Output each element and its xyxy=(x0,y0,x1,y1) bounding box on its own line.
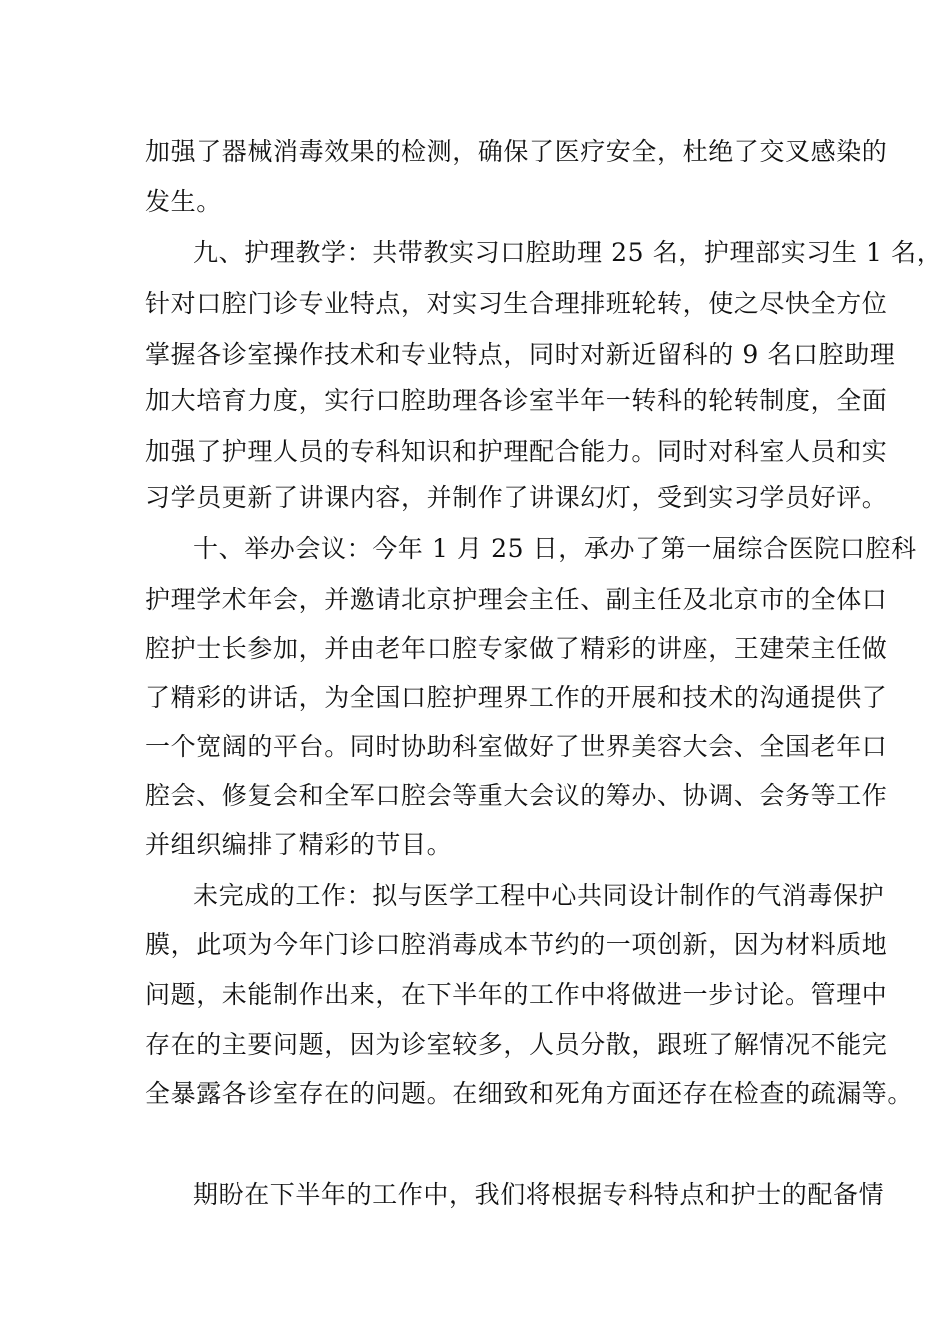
text-line: 习学员更新了讲课内容，并制作了讲课幻灯，受到实习学员好评。 xyxy=(145,483,888,512)
text-line: 并组织编排了精彩的节目。 xyxy=(145,830,453,859)
text-line: 加强了护理人员的专科知识和护理配合能力。同时对科室人员和实 xyxy=(145,437,888,466)
text-line: 发生。 xyxy=(145,187,222,216)
text-line: 十、举办会议：今年 1 月 25 日，承办了第一届综合医院口腔科 xyxy=(193,534,917,563)
text-line: 掌握各诊室操作技术和专业特点，同时对新近留科的 9 名口腔助理 xyxy=(145,340,896,369)
text-line: 一个宽阔的平台。同时协助科室做好了世界美容大会、全国老年口 xyxy=(145,732,888,761)
text-line: 加强了器械消毒效果的检测，确保了医疗安全，杜绝了交叉感染的 xyxy=(145,137,888,166)
text-line: 了精彩的讲话，为全国口腔护理界工作的开展和技术的沟通提供了 xyxy=(145,683,888,712)
text-line: 针对口腔门诊专业特点，对实习生合理排班轮转，使之尽快全方位 xyxy=(145,289,888,318)
text-line: 期盼在下半年的工作中，我们将根据专科特点和护士的配备情 xyxy=(193,1180,885,1209)
text-line: 全暴露各诊室存在的问题。在细致和死角方面还存在检查的疏漏等。 xyxy=(145,1079,914,1108)
text-line: 腔护士长参加，并由老年口腔专家做了精彩的讲座，王建荣主任做 xyxy=(145,634,888,663)
text-line: 膜，此项为今年门诊口腔消毒成本节约的一项创新，因为材料质地 xyxy=(145,930,888,959)
text-line: 腔会、修复会和全军口腔会等重大会议的筹办、协调、会务等工作 xyxy=(145,781,888,810)
text-line: 护理学术年会，并邀请北京护理会主任、副主任及北京市的全体口 xyxy=(145,585,888,614)
text-line: 九、护理教学：共带教实习口腔助理 25 名，护理部实习生 1 名， xyxy=(193,238,943,267)
text-line: 问题，未能制作出来，在下半年的工作中将做进一步讨论。管理中 xyxy=(145,980,888,1009)
text-line: 未完成的工作：拟与医学工程中心共同设计制作的气消毒保护 xyxy=(193,881,885,910)
text-line: 存在的主要问题，因为诊室较多，人员分散，跟班了解情况不能完 xyxy=(145,1030,888,1059)
text-line: 加大培育力度，实行口腔助理各诊室半年一转科的轮转制度，全面 xyxy=(145,386,888,415)
